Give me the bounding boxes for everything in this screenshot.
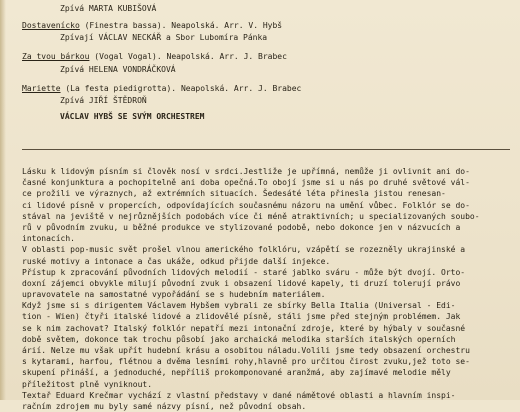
track-2-performer: Zpívají VÁCLAV NECKÁŘ a Sbor Lubomíra Pánka [60,33,268,42]
track-3-performer: Zpívá HELENA VONDRÁČKOVÁ [60,65,176,74]
text-line: ruské motivy a intonace a čas ukáže, odkud přijde další injekce. [22,256,331,266]
text-line: se k nim zachovat? Italský folklór nepatří mezi intonační zdroje, které by hýbaly v současné [22,323,466,333]
text-line: Textař Eduard Krečmar vychází z vlastní představy v dané námětové oblasti a hlavním inspi- [22,390,456,400]
text-line: ce prožili ve výraznych, až extrémních situacích. Šedesáté léta přinesla jistou renesan- [22,189,446,199]
text-line: doxní zájemci obvykle milují původní zvuk i obsazení lidové kapely, ti druzí tolerují právo [22,278,461,288]
text-line: stával na jeviště v nejrůznějších podobách více či méně atraktivních; u specializovaných soubo- [22,211,480,221]
page-edge-shadow [0,0,6,400]
text-line: V oblasti pop-music svět prošel vlnou amerického folklóru, vzápětí se rozezněly ukrajinské a [22,245,466,255]
text-line: příležitost plně vyniknout. [22,379,153,389]
paragraph-1 [22,166,518,412]
track-4-title: Mariette [22,84,61,93]
track-4-performer: Zpívá JIŘÍ ŠTĚDROŇ [60,96,147,105]
track-2-heading [22,21,282,31]
track-2-title: Dostavenícko [22,21,80,30]
track-3-details: (Vogal Vogal). Neapolská. Arr. J. Brabec [89,52,287,61]
text-line: s kytarami, harfou, flétnou a dvěma lesními rohy,hlavně pro určitou čirost zvuku,jež toto se- [22,357,470,367]
track-3-heading [22,52,287,62]
text-line: intonacích. [22,234,75,244]
track-4-heading [22,84,301,94]
track-3-title: Za tvou bárkou [22,52,90,61]
section-divider [22,149,510,150]
text-line: upravovatele na samostatné vypořádání se s hudebním materiálem. [22,290,326,300]
orchestra-credit: VÁCLAV HYBŠ SE SVÝM ORCHESTREM [60,112,205,121]
text-line: árií. Nelze mu však upřít hudební krásu a osobitou náladu.Volili jsme tedy obsazení orchestru [22,346,470,355]
text-line: časné konjunktura a pochopitelně ani doba opečná.To obojí jsme si u nás po druhé světové vál- [22,178,470,188]
text-line: ci lidové písně v propercích, odpovídajících současnému názoru na umění vůbec. Folklór se do- [22,200,470,210]
text-line: době světem, dokonce tak trochu působí jako archaická melodika starších italských operních [22,334,456,344]
text-line: skupení přináší, a jednoduché, nepříliš prokomponované aranžmá, aby zajímavé melodie měly [22,368,451,378]
text-line: Když jsme si s dirigentem Václavem Hybšem vybrali ze sbírky Bella Italia (Universal - Edi- [22,301,456,311]
track-2-details: (Finestra bassa). Neapolská. Arr. V. Hybš [79,21,283,30]
text-line: rů v původním zvuku, u běžné produkce ve stylizované podobě, nebo dokonce jen v názvucích a [22,222,461,232]
text-line: račním zdrojem mu byly samé názvy písní, než původní obsah. [22,401,307,411]
track-4-details: (La festa piedigrotta). Neapolská. Arr. J. Brabec [60,84,302,93]
text-line: tion - Wien) čtyři italské lidové a zlidovělé písně, stáli jsme před stejným problémem. Jak [22,312,461,322]
text-line: Lásku k lidovým písním si člověk nosí v srdci.Jestliže je upřímná, nemůže ji ovlivnit ani do- [22,167,470,176]
text-line: Přístup k zpracování původních lidových melodií - staré jablko sváru - může být dvojí. Orto- [22,267,466,277]
track-1-performer: Zpívá MARTA KUBIŠOVÁ [60,4,157,13]
